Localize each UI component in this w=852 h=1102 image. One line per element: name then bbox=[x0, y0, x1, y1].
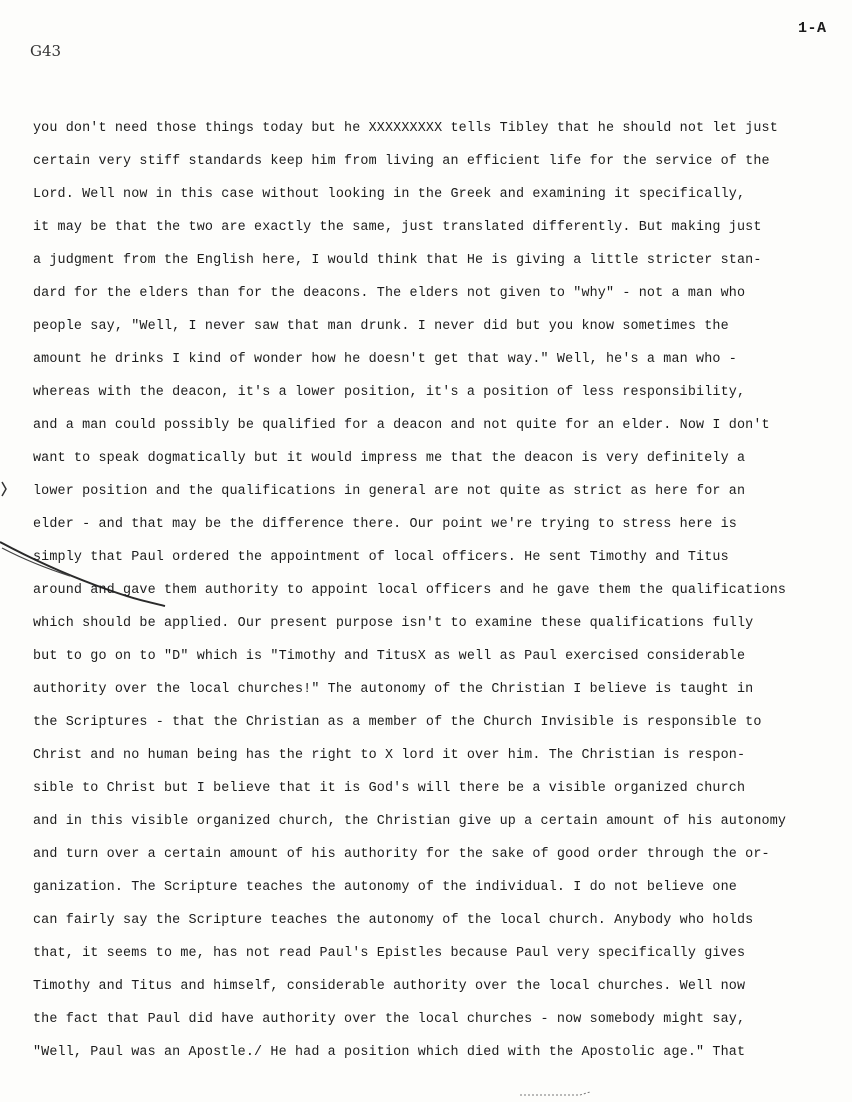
text-line: and turn over a certain amount of his authority for the sake of good order through the or- bbox=[33, 847, 770, 862]
text-line: a judgment from the English here, I would think that He is giving a little stricter stan- bbox=[33, 253, 762, 268]
text-line: and a man could possibly be qualified for a deacon and not quite for an elder. Now I don't bbox=[33, 418, 770, 433]
text-line: authority over the local churches!" The autonomy of the Christian I believe is taught in bbox=[33, 682, 754, 697]
text-line: Lord. Well now in this case without looking in the Greek and examining it specifically, bbox=[33, 187, 746, 202]
text-line: dard for the elders than for the deacons. The elders not given to "why" - not a man who bbox=[33, 286, 746, 301]
text-line: elder - and that may be the difference there. Our point we're trying to stress here is bbox=[33, 517, 737, 532]
text-line: lower position and the qualifications in general are not quite as strict as here for an bbox=[33, 484, 746, 499]
text-line: whereas with the deacon, it's a lower position, it's a position of less responsibility, bbox=[33, 385, 746, 400]
text-line: Timothy and Titus and himself, considerable authority over the local churches. Well now bbox=[33, 979, 746, 994]
text-line: want to speak dogmatically but it would impress me that the deacon is very definitely a bbox=[33, 451, 746, 466]
text-line: it may be that the two are exactly the same, just translated differently. But making just bbox=[33, 220, 762, 235]
text-line: you don't need those things today but he XXXXXXXXX tells Tibley that he should not let just bbox=[33, 121, 778, 136]
text-line: Christ and no human being has the right to X lord it over him. The Christian is respon- bbox=[33, 748, 746, 763]
text-line: simply that Paul ordered the appointment of local officers. He sent Timothy and Titus bbox=[33, 550, 729, 565]
bottom-smudge bbox=[520, 1090, 600, 1098]
text-line: sible to Christ but I believe that it is God's will there be a visible organized church bbox=[33, 781, 746, 796]
transcript-body bbox=[33, 118, 823, 1075]
margin-mark bbox=[0, 480, 10, 498]
text-line: which should be applied. Our present purpose isn't to examine these qualifications fully bbox=[33, 616, 754, 631]
page-number: 1-A bbox=[798, 20, 827, 37]
text-line: can fairly say the Scripture teaches the autonomy of the local church. Anybody who holds bbox=[33, 913, 754, 928]
text-line: ganization. The Scripture teaches the autonomy of the individual. I do not believe one bbox=[33, 880, 737, 895]
text-line: the fact that Paul did have authority over the local churches - now somebody might say, bbox=[33, 1012, 746, 1027]
text-line: but to go on to "D" which is "Timothy and TitusX as well as Paul exercised considerable bbox=[33, 649, 746, 664]
handwritten-page-code: G43 bbox=[30, 42, 62, 60]
text-line: certain very stiff standards keep him from living an efficient life for the service of the bbox=[33, 154, 770, 169]
text-line: amount he drinks I kind of wonder how he doesn't get that way." Well, he's a man who - bbox=[33, 352, 737, 367]
text-line: around and gave them authority to appoint local officers and he gave them the qualifications bbox=[33, 583, 787, 598]
text-line: that, it seems to me, has not read Paul's Epistles because Paul very specifically gives bbox=[33, 946, 746, 961]
text-line: and in this visible organized church, the Christian give up a certain amount of his autonomy bbox=[33, 814, 787, 829]
text-line: "Well, Paul was an Apostle./ He had a position which died with the Apostolic age." That bbox=[33, 1045, 746, 1060]
text-line: people say, "Well, I never saw that man drunk. I never did but you know sometimes the bbox=[33, 319, 729, 334]
text-line: the Scriptures - that the Christian as a member of the Church Invisible is responsible to bbox=[33, 715, 762, 730]
